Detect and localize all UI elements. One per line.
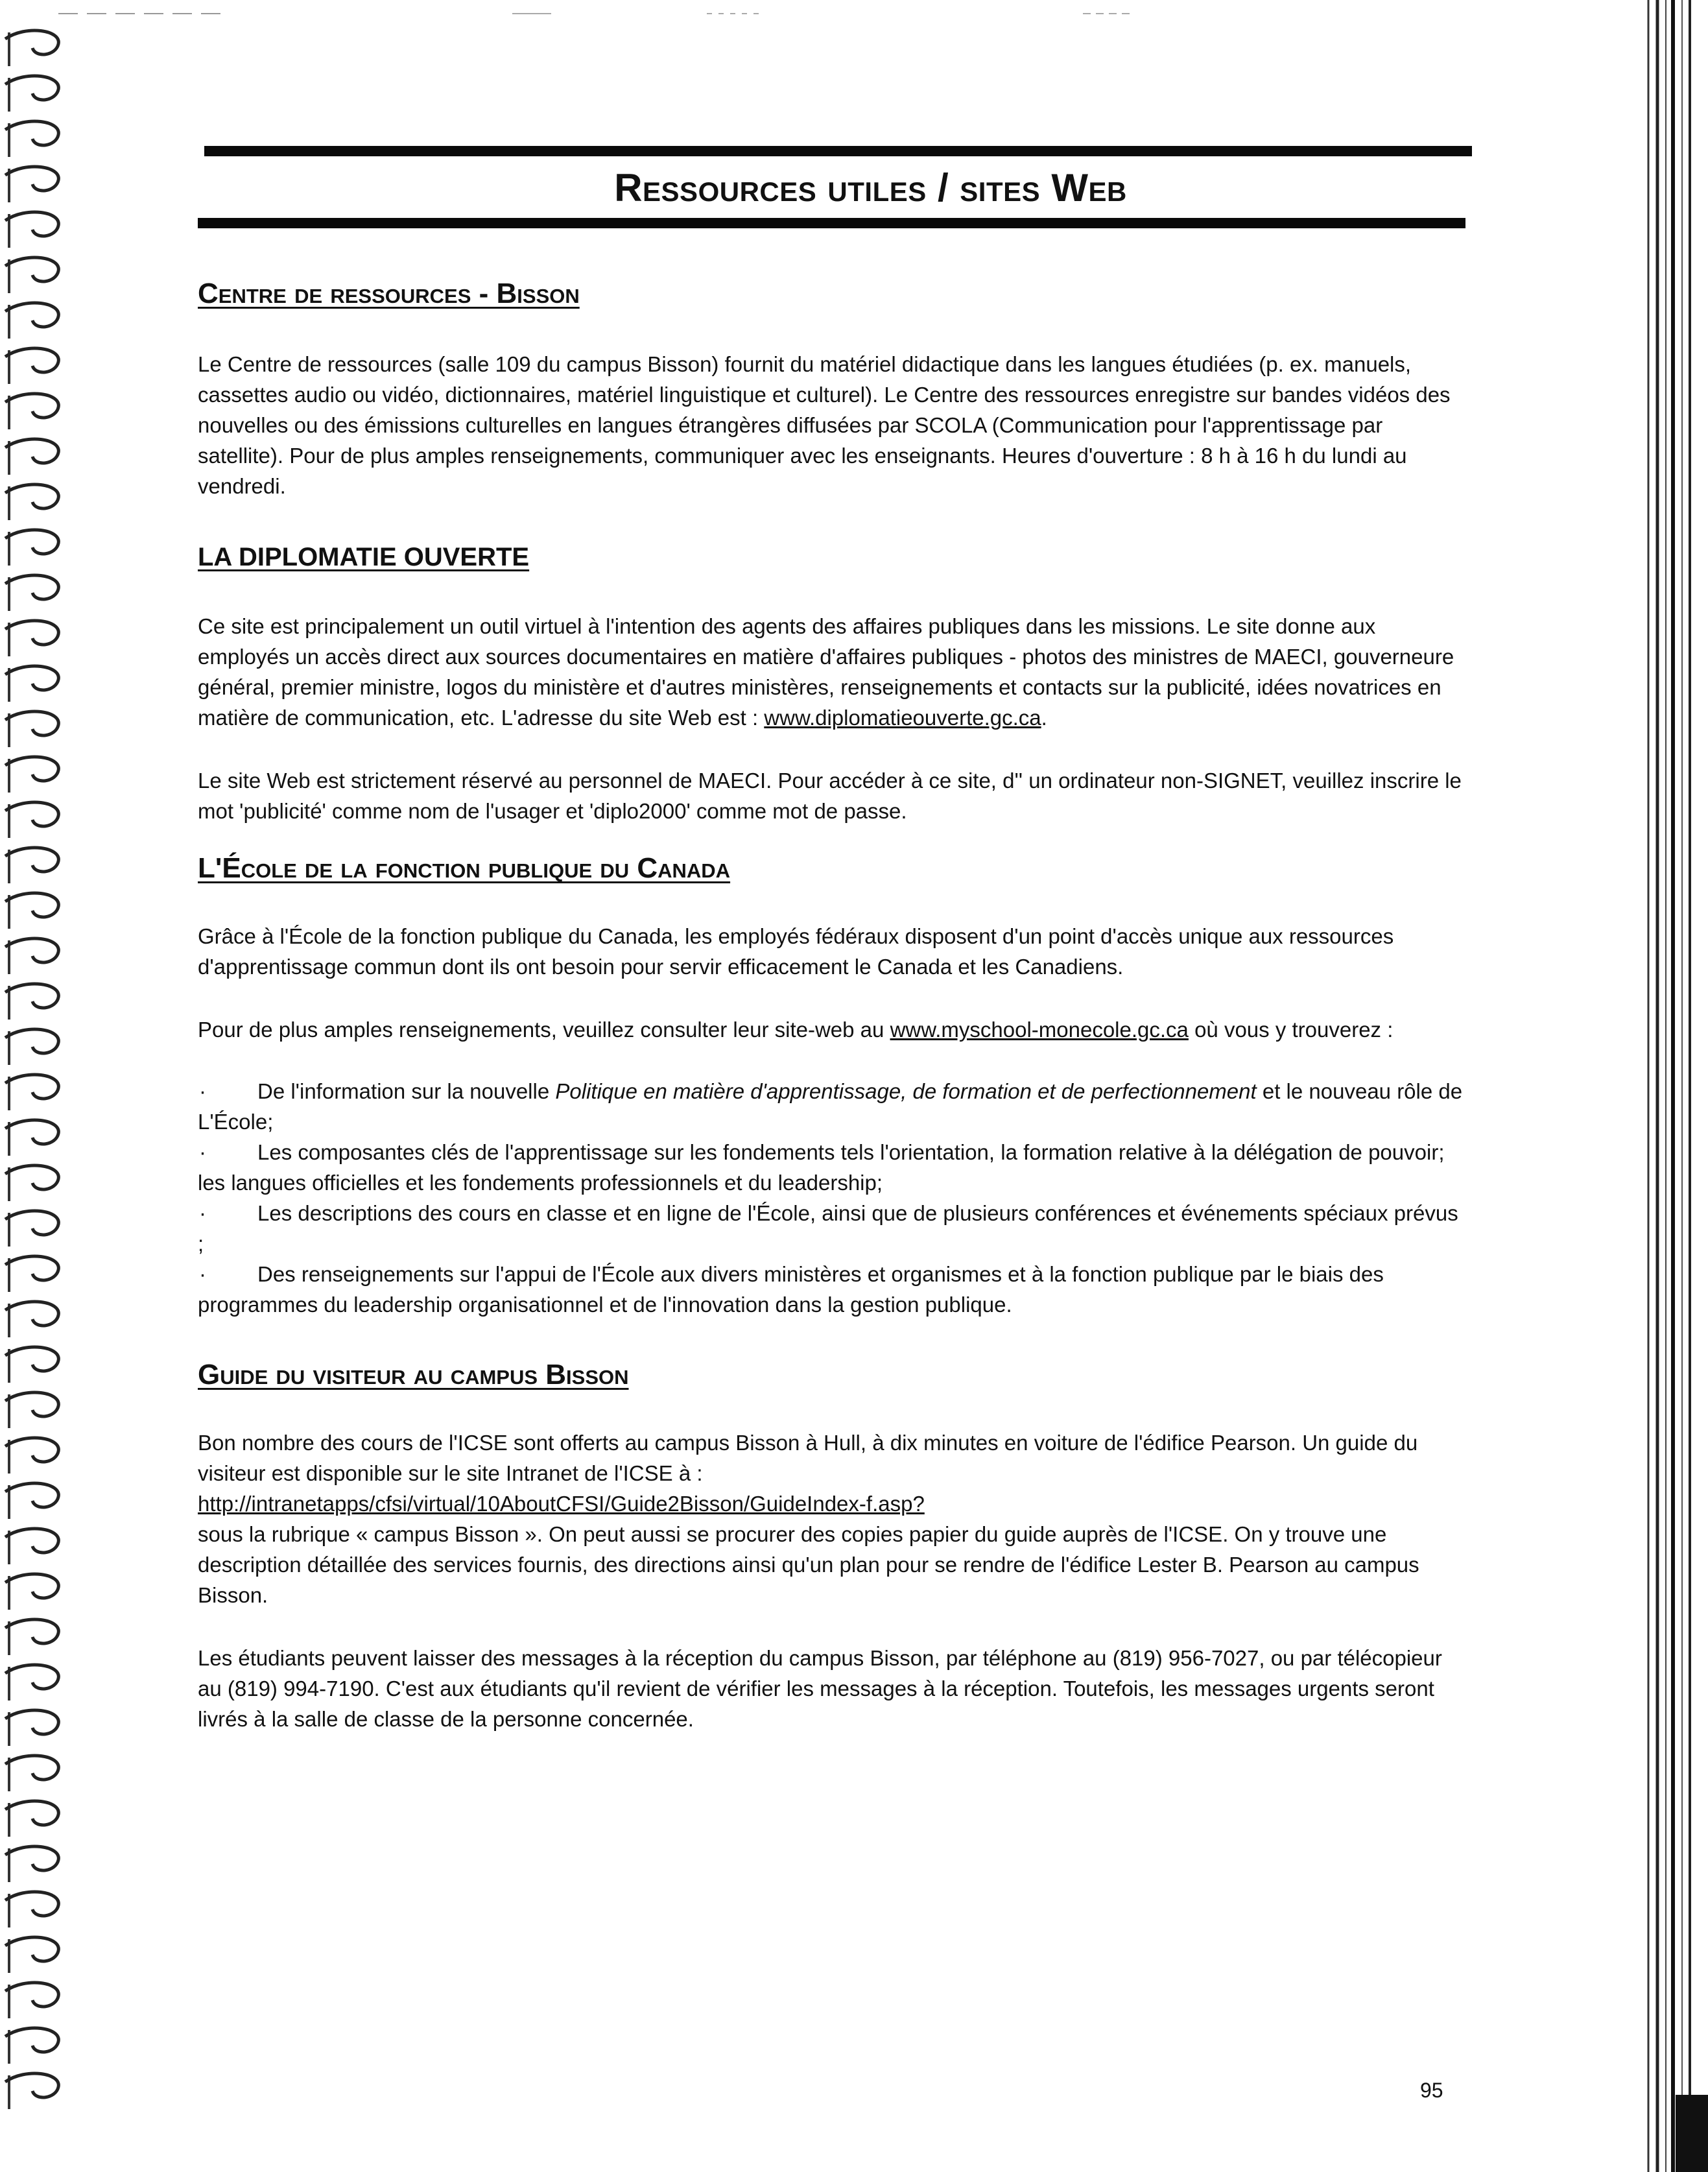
binding-ring bbox=[5, 938, 58, 974]
bullet-marker: · bbox=[199, 1262, 206, 1286]
binding-ring bbox=[5, 484, 58, 520]
binding-ring bbox=[5, 1983, 58, 2018]
guide-paragraph-1 bbox=[198, 1427, 1465, 1610]
diplomatie-paragraph-1 bbox=[198, 611, 1465, 733]
binding-ring bbox=[5, 711, 58, 747]
binding-ring bbox=[5, 1029, 58, 1065]
section-heading-ecole-fonction-publique: L'École de la fonction publique du Canada bbox=[198, 852, 731, 884]
binding-ring bbox=[5, 1801, 58, 1837]
binding-ring bbox=[5, 893, 58, 929]
binding-ring bbox=[5, 1392, 58, 1428]
binding-ring bbox=[5, 848, 58, 883]
bullet-3-text: Les descriptions des cours en classe et en ligne de l'École, ainsi que de plusieurs conférences et événements spéciaux prévus ; bbox=[198, 1201, 1458, 1256]
ecole-paragraph-2 bbox=[198, 1014, 1465, 1045]
binding-ring bbox=[5, 1120, 58, 1156]
binding-ring bbox=[5, 1892, 58, 1927]
binding-ring bbox=[5, 1438, 58, 1474]
binding-ring bbox=[5, 802, 58, 838]
binding-ring bbox=[5, 530, 58, 566]
binding-ring bbox=[5, 394, 58, 429]
binding-ring bbox=[5, 1347, 58, 1383]
ecole-bullet-list bbox=[198, 1076, 1465, 1320]
list-item bbox=[198, 1076, 1465, 1137]
binding-ring bbox=[5, 1529, 58, 1564]
binding-ring bbox=[5, 348, 58, 384]
section-heading-centre-ressources: Centre de ressources - Bisson bbox=[198, 278, 580, 309]
section-heading-guide-visiteur: Guide du visiteur au campus Bisson bbox=[198, 1359, 629, 1390]
bullet-1-text-a: De l'information sur la nouvelle bbox=[257, 1079, 550, 1103]
binding-ring bbox=[5, 76, 58, 112]
list-item bbox=[198, 1259, 1465, 1320]
binding-ring bbox=[5, 1574, 58, 1610]
title-rule-bottom bbox=[198, 218, 1465, 228]
binding-ring bbox=[5, 439, 58, 475]
diplomatie-paragraph-1-end: . bbox=[1041, 706, 1047, 730]
bullet-2-text: Les composantes clés de l'apprentissage sur les fondements tels l'orientation, la formation relative à la délégation de pouvoir; les langues officielles et les fondements professionnels et du leadership; bbox=[198, 1140, 1445, 1195]
binding-ring bbox=[5, 303, 58, 339]
ecole-paragraph-2-end: où vous y trouverez : bbox=[1194, 1018, 1394, 1042]
binding-ring bbox=[5, 1846, 58, 1882]
title-rule-top bbox=[204, 146, 1472, 156]
guide-paragraph-2: Les étudiants peuvent laisser des messages à la réception du campus Bisson, par téléphone au (819) 956-7027, ou par télécopieur au (819) 994-7190. C'est aux étudiants qu'il revient de vérifier les messages à la réception. Toutefois, les messages urgents seront livrés à la salle de classe de la personne concernée. bbox=[198, 1646, 1442, 1731]
intranet-guide-link[interactable]: http://intranetapps/cfsi/virtual/10AboutCFSI/Guide2Bisson/GuideIndex-f.asp? bbox=[198, 1492, 925, 1516]
diplomatie-paragraph-1-text: Ce site est principalement un outil virtuel à l'intention des agents des affaires publiques dans les missions. Le site donne aux employés un accès direct aux sources documentaires en matière d'affaires publiques - photos des ministres de MAECI, gouverneure général, premier ministre, logos du ministère et d'autres ministères, renseignements et contacts sur la publicité, idées novatrices en matière de communication, etc. L'adresse du site Web est : bbox=[198, 614, 1454, 730]
ecole-paragraph-2-text: Pour de plus amples renseignements, veuillez consulter leur site-web au bbox=[198, 1018, 884, 1042]
binding-ring bbox=[5, 757, 58, 793]
binding-ring bbox=[5, 167, 58, 202]
spiral-binding bbox=[0, 13, 71, 2153]
list-item bbox=[198, 1198, 1465, 1259]
bullet-marker: · bbox=[199, 1201, 206, 1225]
ecole-paragraph-1: Grâce à l'École de la fonction publique du Canada, les employés fédéraux disposent d'un point d'accès unique aux ressources d'apprentissage commun dont ils ont besoin pour servir efficacement le Canada et les Canadiens. bbox=[198, 924, 1394, 979]
binding-ring bbox=[5, 1302, 58, 1337]
guide-paragraph-1-text-a: Bon nombre des cours de l'ICSE sont offerts au campus Bisson à Hull, à dix minutes en voiture de l'édifice Pearson. Un guide du visiteur est disponible sur le site Intranet de l'ICSE à : bbox=[198, 1431, 1418, 1485]
diplomatie-ouverte-link[interactable]: www.diplomatieouverte.gc.ca bbox=[764, 706, 1041, 730]
scan-noise-top bbox=[58, 12, 1628, 16]
binding-ring bbox=[5, 30, 58, 66]
binding-ring bbox=[5, 575, 58, 611]
list-item bbox=[198, 1137, 1465, 1198]
binding-ring bbox=[5, 257, 58, 293]
binding-ring bbox=[5, 621, 58, 656]
page-title: Ressources utiles / sites Web bbox=[614, 166, 1127, 209]
binding-ring bbox=[5, 1483, 58, 1519]
binding-ring bbox=[5, 1165, 58, 1201]
page-number: 95 bbox=[1420, 2079, 1443, 2102]
binding-ring bbox=[5, 1619, 58, 1655]
binding-ring bbox=[5, 1211, 58, 1247]
bullet-marker: · bbox=[199, 1079, 206, 1103]
section-heading-diplomatie-ouverte: LA DIPLOMATIE OUVERTE bbox=[198, 543, 530, 571]
page-content bbox=[198, 146, 1465, 1734]
binding-ring bbox=[5, 984, 58, 1020]
centre-ressources-paragraph: Le Centre de ressources (salle 109 du campus Bisson) fournit du matériel didactique dans les langues étudiées (p. ex. manuels, cassettes audio ou vidéo, dictionnaires, matériel linguistique et culturel). Le Centre des ressources enregistre sur bandes vidéos des nouvelles ou des émissions culturelles en langues étrangères diffusées par SCOLA (Communication pour l'apprentissage par satellite). Pour de plus amples renseignements, communiquer avec les enseignants. Heures d'ouverture : 8 h à 16 h du lundi au vendredi. bbox=[198, 352, 1451, 498]
bullet-4-text: Des renseignements sur l'appui de l'École aux divers ministères et organismes et à la fonction publique par le biais des programmes du leadership organisationnel et de l'innovation dans la gestion publique. bbox=[198, 1262, 1384, 1317]
page-edge-artifact bbox=[1630, 0, 1708, 2172]
diplomatie-paragraph-2: Le site Web est strictement réservé au personnel de MAECI. Pour accéder à ce site, d'' un ordinateur non-SIGNET, veuillez inscrire le mot 'publicité' comme nom de l'usager et 'diplo2000' comme mot de passe. bbox=[198, 769, 1462, 823]
myschool-link[interactable]: www.myschool-monecole.gc.ca bbox=[890, 1018, 1189, 1042]
binding-ring bbox=[5, 1256, 58, 1292]
binding-ring bbox=[5, 1075, 58, 1110]
binding-ring bbox=[5, 121, 58, 157]
bullet-marker: · bbox=[199, 1140, 206, 1164]
bullet-1-text-b: et le nouveau rôle de L'École; bbox=[198, 1079, 1463, 1134]
binding-ring bbox=[5, 666, 58, 702]
binding-ring bbox=[5, 1937, 58, 1973]
guide-paragraph-1-text-b: sous la rubrique « campus Bisson ». On peut aussi se procurer des copies papier du guide auprès de l'ICSE. On y trouve une description détaillée des services fournis, des directions ainsi qu'un plan pour se rendre de l'édifice Lester B. Pearson au campus Bisson. bbox=[198, 1522, 1419, 1607]
binding-ring bbox=[5, 1665, 58, 1701]
binding-ring bbox=[5, 212, 58, 248]
binding-ring bbox=[5, 2073, 58, 2109]
bullet-1-emphasis: Politique en matière d'apprentissage, de formation et de perfectionnement bbox=[555, 1079, 1257, 1103]
binding-ring bbox=[5, 1756, 58, 1791]
binding-ring bbox=[5, 2028, 58, 2064]
binding-ring bbox=[5, 1710, 58, 1746]
